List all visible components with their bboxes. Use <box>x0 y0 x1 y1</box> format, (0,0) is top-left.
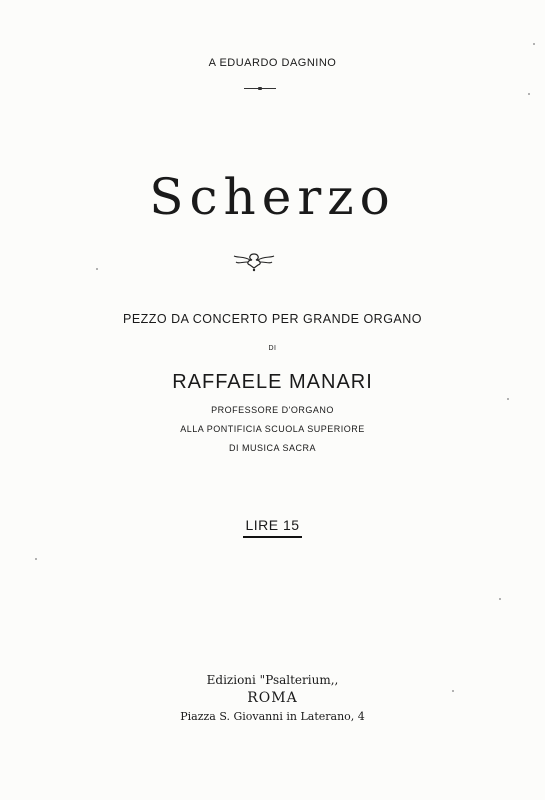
price: LIRE 15 <box>243 517 301 538</box>
paper-speck <box>507 398 509 400</box>
composer-role-line: DI MUSICA SACRA <box>228 443 316 453</box>
paper-speck <box>35 558 37 560</box>
composer-role-line: ALLA PONTIFICIA SCUOLA SUPERIORE <box>180 424 365 434</box>
divider-rule <box>244 88 276 89</box>
fleuron-ornament-icon <box>230 250 278 272</box>
dedication: A EDUARDO DAGNINO <box>208 57 337 69</box>
composer-role-line: PROFESSORE D'ORGANO <box>211 405 334 415</box>
page-title: Scherzo <box>149 168 396 226</box>
composer-name: RAFFAELE MANARI <box>172 371 373 393</box>
publisher-city: ROMA <box>247 690 298 706</box>
byline-di: DI <box>268 345 277 352</box>
publisher-name: Edizioni "Psalterium,, <box>206 673 339 687</box>
price-container <box>0 517 545 538</box>
paper-speck <box>528 93 530 95</box>
paper-speck <box>96 268 98 270</box>
subtitle: PEZZO DA CONCERTO PER GRANDE ORGANO <box>122 312 423 326</box>
paper-speck <box>499 598 501 600</box>
paper-speck <box>452 690 454 692</box>
publisher-address: Piazza S. Giovanni in Laterano, 4 <box>180 710 365 723</box>
paper-speck <box>533 43 535 45</box>
